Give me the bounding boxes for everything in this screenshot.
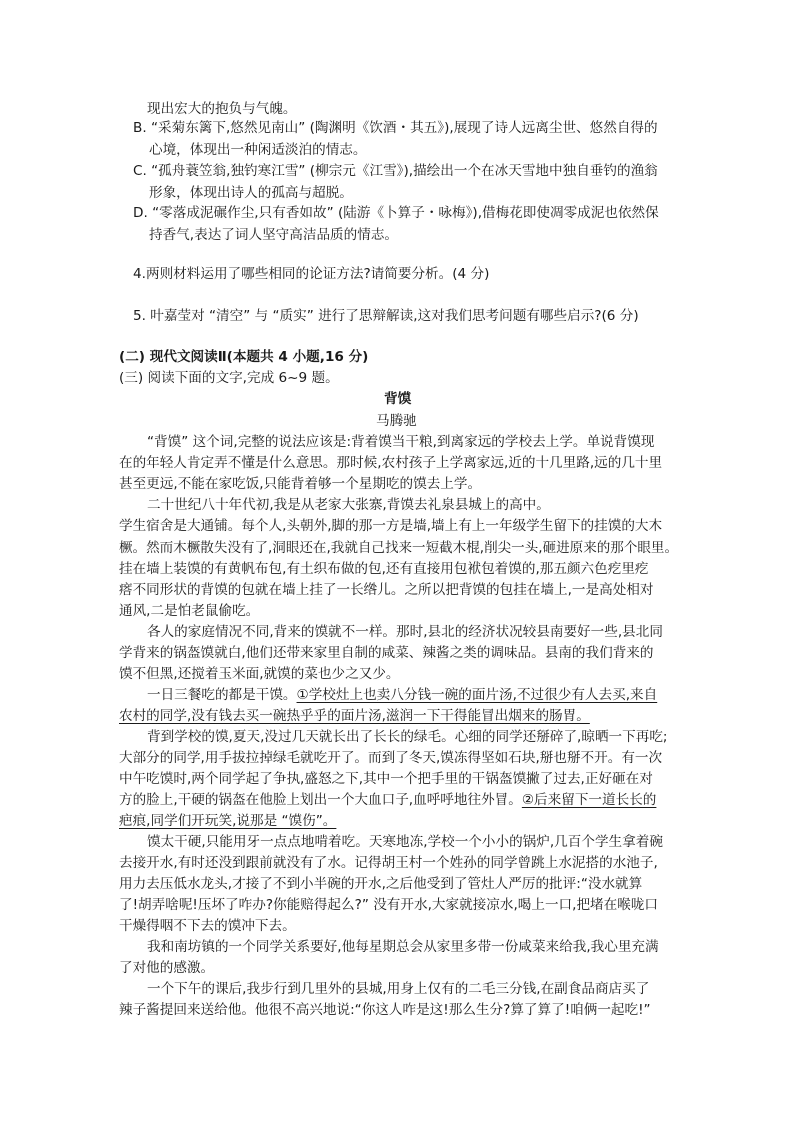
section-heading: (二) 现代文阅读Ⅱ(本题共 4 小题,16 分): [119, 349, 369, 365]
paragraph-3-line-2: 橛。然而木橛散失没有了,洞眼还在,我就自己找来一短截木棍,削尖一头,砸进原来的那个眼里。: [119, 540, 679, 556]
paragraph-3-line-5: 通风,二是怕老鼠偷吃。: [119, 603, 260, 619]
paragraph-3-line-3: 挂在墙上装馍的有黄帆布包,有土织布做的包,还有直接用包袱包着馍的,那五颜六色疙里疙: [119, 561, 649, 577]
article-title: 背馍: [384, 391, 412, 407]
option-a-continuation: 现出宏大的抱负与气魄。: [147, 101, 297, 117]
underlined-sentence-1-cont: 农村的同学,没有钱去买一碗热乎乎的面片汤,滋润一下干得能冒出烟来的肠胃。: [119, 708, 590, 724]
paragraph-6-line-4: [119, 789, 656, 811]
question-5: 5. 叶嘉莹对 “清空” 与 “质实” 进行了思辩解读,这对我们思考问题有哪些启示?(6 分): [133, 308, 639, 324]
paragraph-6-line-3: 中午吃馍时,两个同学起了争执,盛怒之下,其中一个把手里的干锅盔馍撇了过去,正好砸在对: [119, 771, 653, 787]
paragraph-7-line-2: 去接开水,有时还没到跟前就没有了水。记得胡王村一个姓孙的同学曾跳上水泥搭的水池子,: [119, 855, 658, 871]
paragraph-3-line-4: 瘩不同形状的背馍的包就在墙上挂了一长绺儿。之所以把背馍的包挂在墙上,一是高处相对: [119, 582, 654, 598]
section-instruction: (三) 阅读下面的文字,完成 6~9 题。: [119, 370, 339, 386]
paragraph-7-line-3: 用力去压低水龙头,才接了不到小半碗的开水,之后他受到了管灶人严厉的批评:“没水就算: [119, 876, 643, 892]
option-b-line1: B. “采菊东篱下,悠然见南山” (陶渊明《饮酒・其五》),展现了诗人远离尘世、悠然自得的: [133, 120, 658, 136]
underlined-sentence-1: ①学校灶上也卖八分钱一碗的面片汤,不过很少有人去买,来自: [296, 687, 658, 703]
question-4: 4.两则材料运用了哪些相同的论证方法?请简要分析。(4 分): [133, 266, 490, 282]
paragraph-5-text: 一日三餐吃的都是干馍。: [147, 687, 297, 703]
paragraph-3-line-1: 学生宿舍是大通铺。每个人,头朝外,脚的那一方是墙,墙上有上一年级学生留下的挂馍的大木: [119, 518, 663, 534]
paragraph-2-line-1: 二十世纪八十年代初,我是从老家大张寨,背馍去礼泉县城上的高中。: [147, 497, 550, 513]
paragraph-6-line-2: 大部分的同学,用手拔拉掉绿毛就吃开了。而到了冬天,馍冻得坚如石块,掰也掰不开。有一次: [119, 750, 663, 766]
paragraph-4-line-2: 学背来的锅盔馍就白,他们还带来家里自制的咸菜、辣酱之类的调味品。县南的我们背来的: [119, 645, 654, 661]
paragraph-7-line-1: 馍太干硬,只能用牙一点点地啃着吃。天寒地冻,学校一个小小的锅炉,几百个学生拿着碗: [147, 834, 663, 850]
option-b-line2: 心境，体现出一种闲适淡泊的情志。: [149, 142, 367, 158]
option-c-line1: C. “孤舟蓑笠翁,独钓寒江雪” (柳宗元《江雪》),描绘出一个在冰天雪地中独自垂钓的渔翁: [133, 163, 658, 179]
underlined-sentence-2: ②后来留下一道长长的: [521, 792, 657, 808]
underlined-sentence-2-cont: 疤痕,同学们开玩笑,说那是 “馍伤”。: [119, 813, 337, 829]
paragraph-8-line-1: 我和南坊镇的一个同学关系要好,他每星期总会从家里多带一份咸菜来给我,我心里充满: [147, 939, 659, 955]
option-d-line2: 持香气,表达了词人坚守高洁品质的情志。: [149, 227, 399, 243]
option-c-line2: 形象，体现出诗人的孤高与超脱。: [149, 185, 353, 201]
paragraph-4-line-1: 各人的家庭情况不同,背来的馍就不一样。那时,县北的经济状况较县南要好一些,县北同: [147, 624, 663, 640]
paragraph-7-line-4: 了!胡弄啥呢!压坏了咋办?你能赔得起么?” 没有开水,大家就接凉水,喝上一口,把堵在喉咙口: [119, 897, 659, 913]
paragraph-7-line-5: 干燥得咽不下去的馍冲下去。: [119, 918, 296, 934]
paragraph-5-line-1: [147, 684, 657, 706]
paragraph-6-line-1: 背到学校的馍,夏天,没过几天就长出了长长的绿毛。心细的同学还掰碎了,晾晒一下再吃;: [147, 729, 668, 745]
paragraph-8-line-2: 了对他的感激。: [119, 960, 215, 976]
paragraph-1-line-2: 在的年轻人肯定弄不懂是什么意思。那时候,农村孩子上学离家远,近的十几里路,远的几十里: [119, 455, 663, 471]
option-d-line1: D. “零落成泥碾作尘,只有香如故” (陆游《卜算子・咏梅》),借梅花即使凋零成泥也依然保: [133, 205, 659, 221]
article-author: 马腾驰: [376, 413, 417, 429]
paragraph-1-line-3: 甚至更远,不能在家吃饭,只能背着够一个星期吃的馍去上学。: [119, 476, 482, 492]
paragraph-4-line-3: 馍不但黑,还搅着玉米面,就馍的菜也少之又少。: [119, 666, 400, 682]
paragraph-9-line-1: 一个下午的课后,我步行到几里外的县城,用身上仅有的二毛三分钱,在副食品商店买了: [147, 981, 650, 997]
paragraph-9-line-2: 辣子酱提回来送给他。他很不高兴地说:“你这人咋是这!那么生分?算了算了!咱俩一起吃!”: [119, 1002, 651, 1018]
paragraph-1-line-1: “背馍” 这个词,完整的说法应该是:背着馍当干粮,到离家远的学校去上学。单说背馍现: [147, 434, 655, 450]
paragraph-6-text: 方的脸上,干硬的锅盔在他脸上划出一个大血口子,血呼呼地往外冒。: [119, 792, 522, 808]
